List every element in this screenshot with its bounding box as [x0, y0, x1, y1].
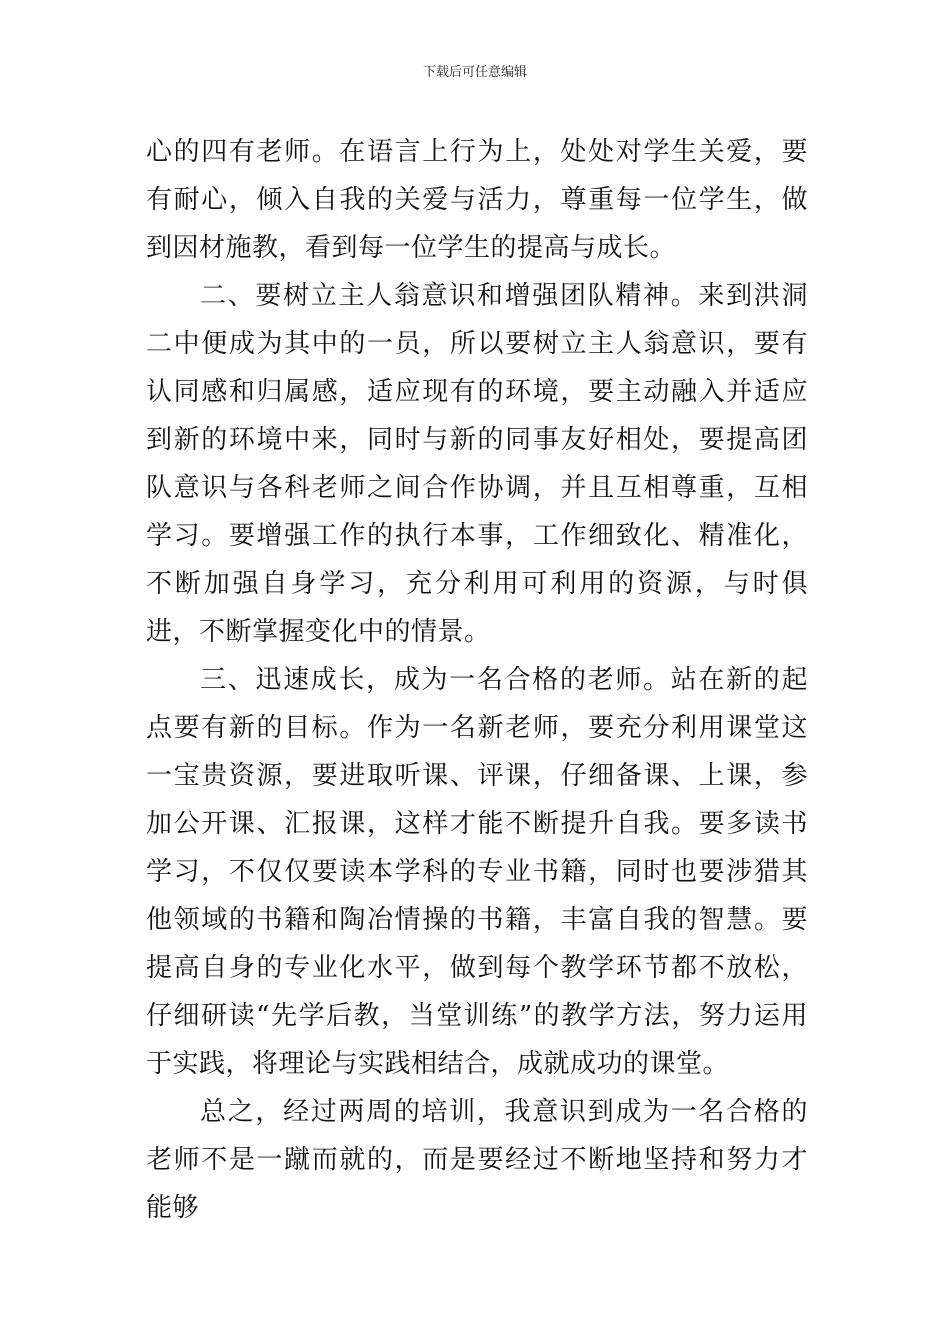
document-body: [146, 128, 808, 1232]
page-header: 下载后可任意编辑: [422, 65, 527, 80]
paragraph-continuation: 心的四有老师。在语言上行为上，处处对学生关爱，要有耐心，倾入自我的关爱与活力，尊重每一位学生，做到因材施教，看到每一位学生的提高与成长。: [146, 137, 808, 263]
paragraph-summary: 总之，经过两周的培训，我意识到成为一名合格的老师不是一蹴而就的，而是要经过不断地坚持和努力才能够: [146, 1097, 808, 1223]
paragraph-section-three: 三、迅速成长，成为一名合格的老师。站在新的起点要有新的目标。作为一名新老师，要充分利用课堂这一宝贵资源，要进取听课、评课，仔细备课、上课，参加公开课、汇报课，这样才能不断提升自我。要多读书学习，不仅仅要读本学科的专业书籍，同时也要涉猎其他领域的书籍和陶冶情操的书籍，丰富自我的智慧。要提高自身的专业化水平，做到每个教学环节都不放松，仔细研读“先学后教，当堂训练”的教学方法，努力运用于实践，将理论与实践相结合，成就成功的课堂。: [146, 665, 808, 1079]
paragraph-section-two: 二、要树立主人翁意识和增强团队精神。来到洪洞二中便成为其中的一员，所以要树立主人翁意识，要有认同感和归属感，适应现有的环境，要主动融入并适应到新的环境中来，同时与新的同事友好相处，要提高团队意识与各科老师之间合作协调，并且互相尊重，互相学习。要增强工作的执行本事，工作细致化、精准化，不断加强自身学习，充分利用可利用的资源，与时俱进，不断掌握变化中的情景。: [146, 281, 808, 647]
